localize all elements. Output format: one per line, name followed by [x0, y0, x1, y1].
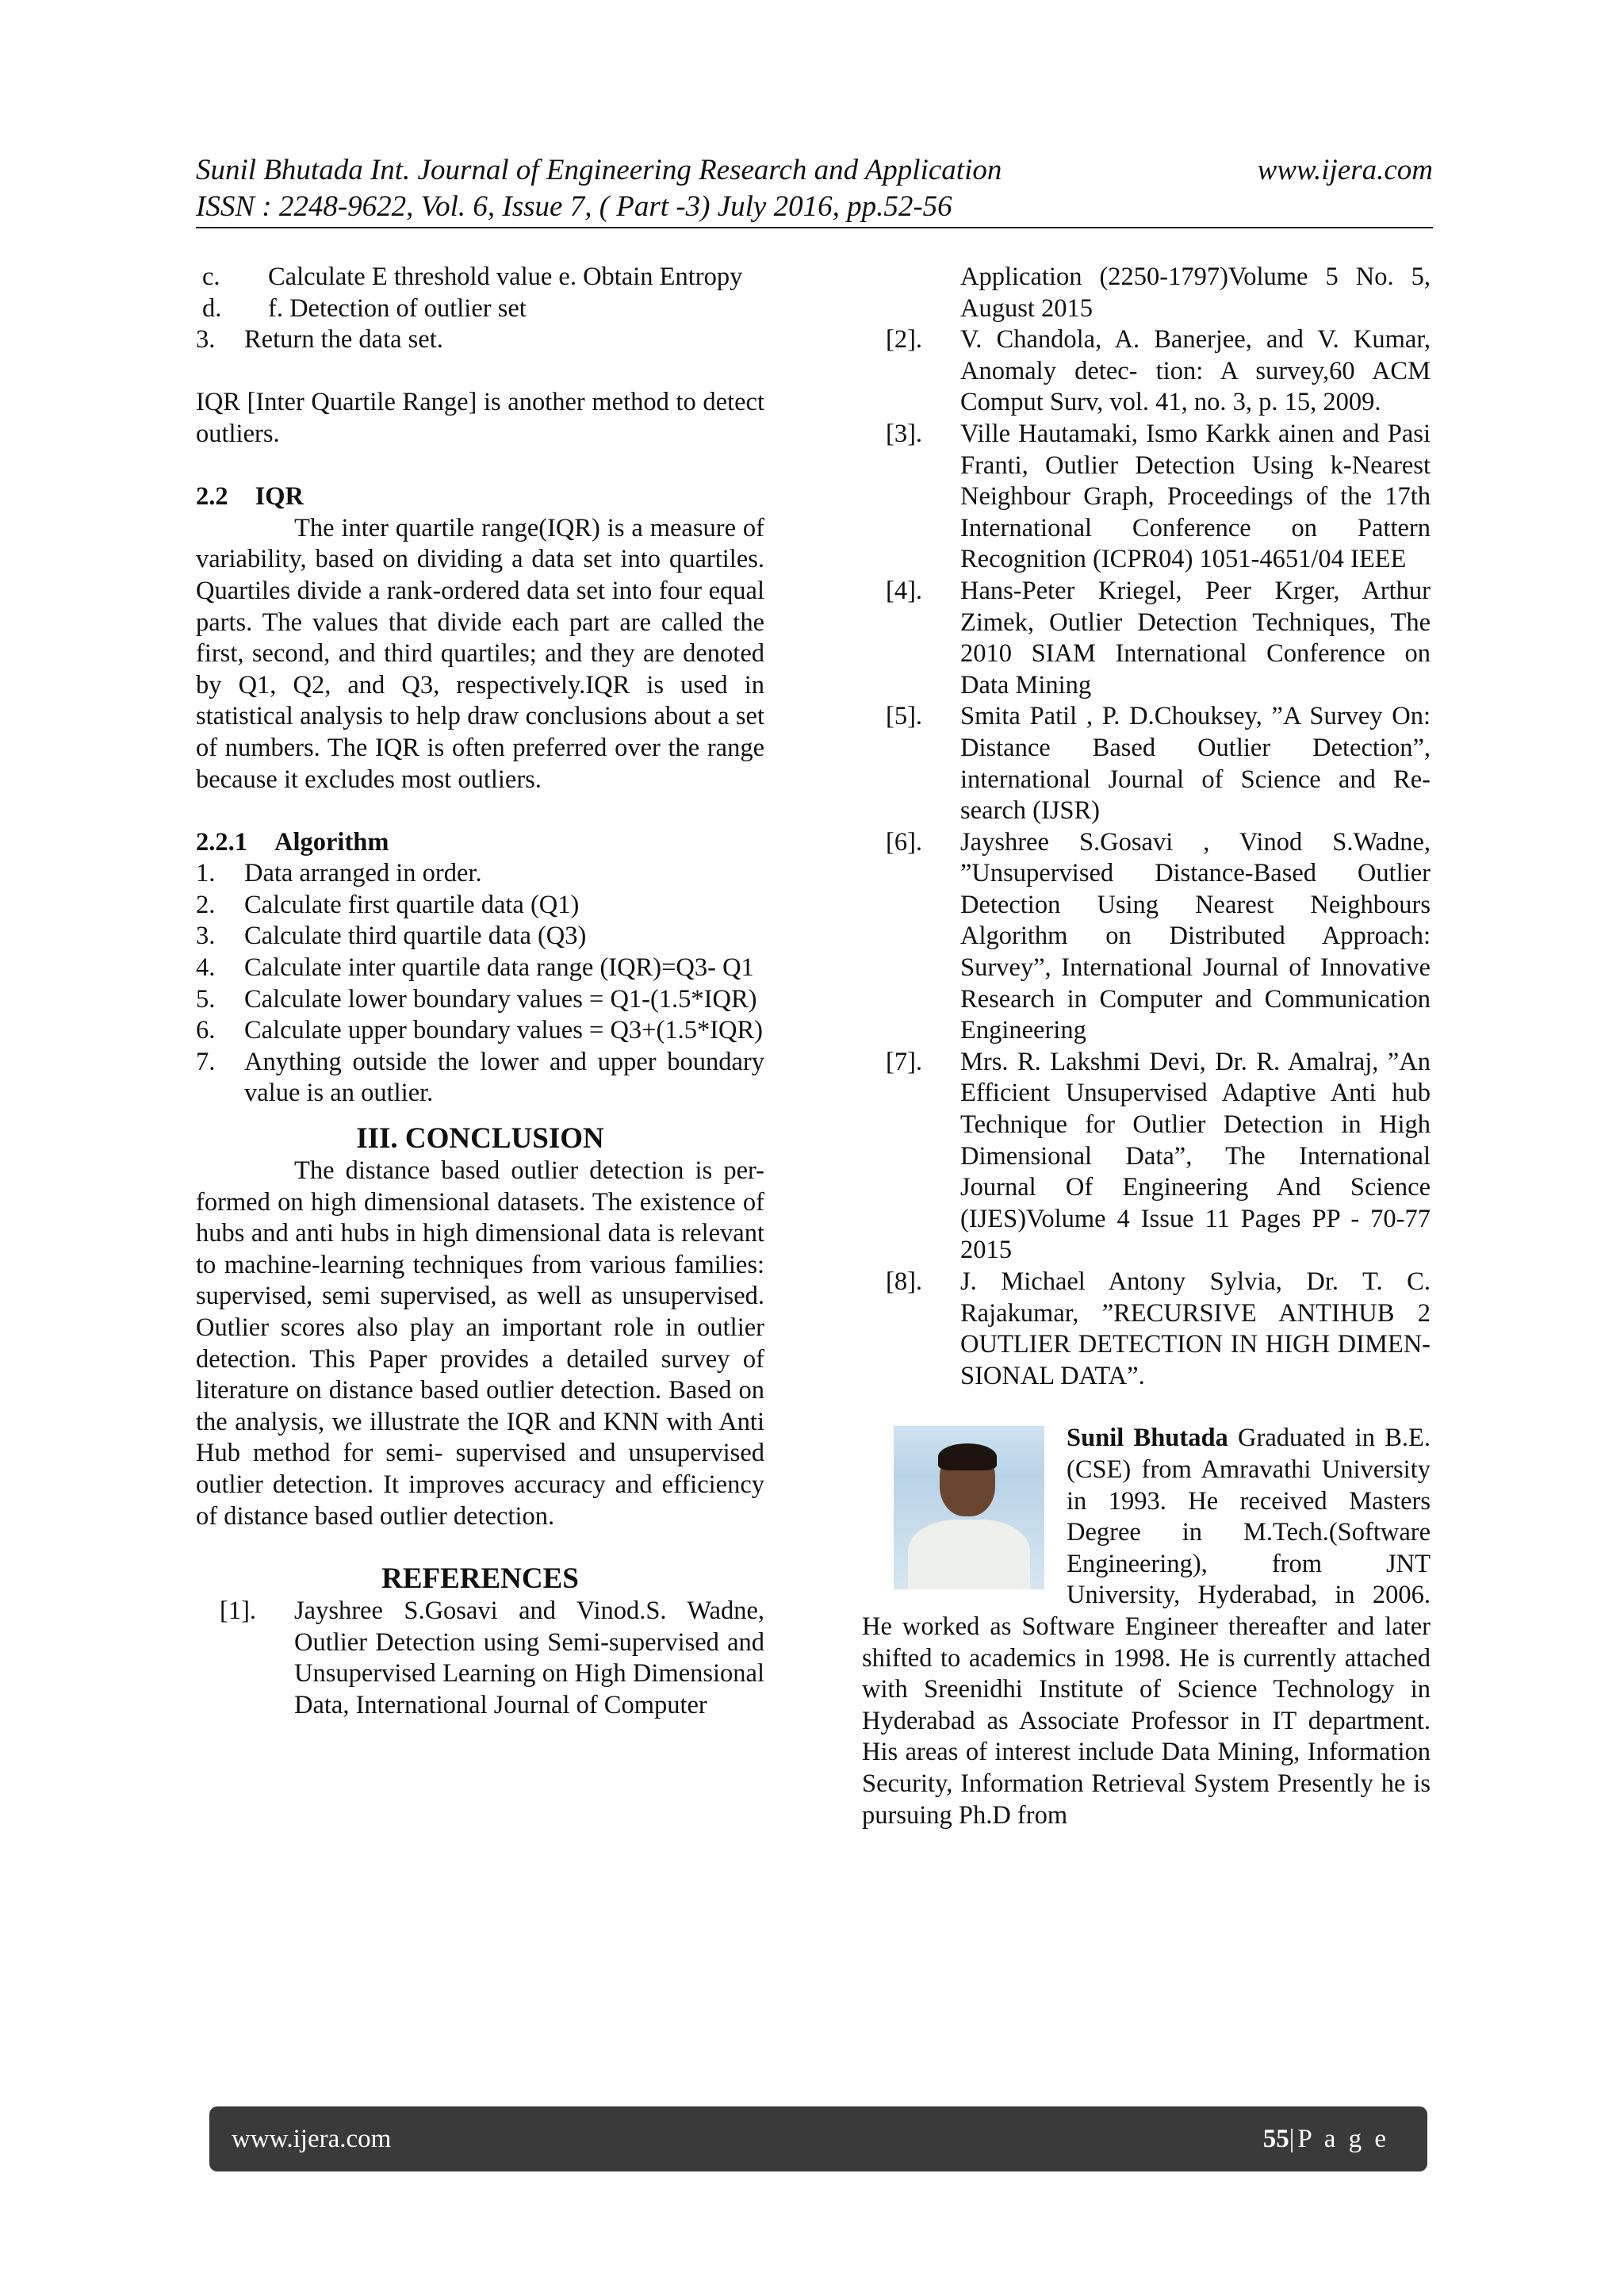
left-column [196, 262, 764, 1722]
reference-item: [6]. Jayshree S.Gosavi , Vinod S.Wadne, ”Unsupervised Distance-Based Outlier Detection Using Nearest Neighbours Algorithm on Distributed Approach: Survey”, International Journal of Innovative Research in Computer and Communication Engineering [886, 827, 1431, 1045]
section-2-2-heading: 2.2 IQR [196, 482, 304, 512]
list-item: 2. Calculate first quartile data (Q1) [196, 890, 580, 919]
right-column [862, 262, 1431, 1831]
journal-line: Sunil Bhutada Int. Journal of Engineering Research and Application [196, 154, 1002, 186]
author-name: Sunil Bhutada [1067, 1424, 1228, 1453]
footer-website[interactable]: www.ijera.com [232, 2124, 392, 2153]
reference-item: [3]. Ville Hautamaki, Ismo Karkk ainen and Pasi Franti, Outlier Detection Using k-Nearest Neighbour Graph, Proceedings of the 17th International Conference on Pattern Recognition (ICPR04) 1051-4651/04 IEEE [886, 419, 1431, 574]
page-footer [209, 2106, 1427, 2171]
algorithm-list [196, 858, 764, 1110]
reference-item: [8]. J. Michael Antony Sylvia, Dr. T. C. Rajakumar, ”RECURSIVE ANTIHUB 2 OUTLIER DETECTION IN HIGH DIMEN- SIONAL DATA”. [886, 1267, 1431, 1390]
conclusion-heading: III. CONCLUSION [356, 1122, 604, 1156]
list-item: 4. Calculate inter quartile data range (IQR)=Q3- Q1 [196, 953, 754, 983]
reference-item: [2]. V. Chandola, A. Banerjee, and V. Kumar, Anomaly detec- tion: A survey,60 ACM Comput Surv, vol. 41, no. 3, p. 15, 2009. [886, 325, 1431, 417]
iqr-intro-paragraph: IQR [Inter Quartile Range] is another method to detect outliers. [196, 388, 764, 448]
journal-website[interactable]: www.ijera.com [1257, 154, 1433, 186]
section-2-2-1-heading: 2.2.1 Algorithm [196, 827, 389, 857]
conclusion-body: The distance based outlier detection is per- formed on high dimensional datasets. The existence of hubs and anti hubs in high dimensional data is relevant to machine-learning techniques from various families: supervised, semi supervised, as well as unsupervised. Outlier scores also play an important role in outlier detection. This Paper provides a detailed survey of literature on distance based outlier detection. Based on the analysis, we illustrate the IQR and KNN with Anti Hub method for semi- supervised and unsupervised outlier detection. It improves accuracy and efficiency of distance based outlier detection. [196, 1156, 764, 1531]
list-item: d. f. Detection of outlier set [202, 293, 527, 323]
list-item: 5. Calculate lower boundary values = Q1-(1.5*IQR) [196, 984, 757, 1014]
list-item: 3. Return the data set. [196, 325, 443, 355]
reference-item-continued: Application (2250-1797)Volume 5 No. 5, August 2015 [960, 263, 1431, 323]
reference-item: [4]. Hans-Peter Kriegel, Peer Krger, Arthur Zimek, Outlier Detection Techniques, The 2010 SIAM International Conference on Data Mining [886, 576, 1431, 700]
issn-line: ISSN : 2248-9622, Vol. 6, Issue 7, ( Part -3) July 2016, pp.52-56 [196, 190, 952, 223]
running-header [196, 152, 1433, 225]
reference-item: [5]. Smita Patil , P. D.Chouksey, ”A Survey On: Distance Based Outlier Detection”, international Journal of Science and Re- search (IJSR) [886, 702, 1431, 826]
list-item: 1. Data arranged in order. [196, 859, 482, 888]
list-item: 7. Anything outside the lower and upper boundary value is an outlier. [196, 1047, 764, 1108]
list-item: 3. Calculate third quartile data (Q3) [196, 922, 587, 951]
reference-item: [1]. Jayshree S.Gosavi and Vinod.S. Wadne, Outlier Detection using Semi-supervised and Unsupervised Learning on High Dimensional Data, International Journal of Computer [220, 1596, 764, 1719]
list-item: c. Calculate E threshold value e. Obtain Entropy [202, 263, 743, 291]
reference-item: [7]. Mrs. R. Lakshmi Devi, Dr. R. Amalraj, ”An Efficient Unsupervised Adaptive Anti hub Technique for Outlier Detection in High Dimensional Data”, The International Journal Of Engineering And Science (IJES)Volume 4 Issue 11 Pages PP - 70-77 2015 [886, 1047, 1431, 1265]
author-bio-text: Graduated in B.E.(CSE) from Amravathi University in 1993. He received Masters Degree in M.Tech.(Software Engineering), from JNT University, Hyderabad, in 2006. He worked as Software Engineer thereafter and later shifted to academics in 1998. He is currently attached with Sreenidhi Institute of Science Technology in Hyderabad as Associate Professor in IT department. His areas of interest include Data Mining, Information Security, Information Retrieval System Presently he is pursuing Ph.D from [862, 1424, 1431, 1830]
author-biography [862, 1423, 1431, 1831]
references-heading: REFERENCES [381, 1562, 579, 1596]
author-photo [894, 1426, 1044, 1589]
list-item: 6. Calculate upper boundary values = Q3+(1.5*IQR) [196, 1016, 763, 1045]
page-number: 55|P a g e [1262, 2124, 1389, 2153]
header-divider [196, 227, 1433, 228]
section-2-2-body: The inter quartile range(IQR) is a measure of variability, based on dividing a data set into quartiles. Quartiles divide a rank-ordered data set into four equal parts. The values that divide each part are called the first, second, and third quartiles; and they are denoted by Q1, Q2, and Q3, respectively.IQR is used in statistical analysis to help draw conclusions about a set of numbers. The IQR is often preferred over the range because it excludes most outliers. [196, 513, 764, 794]
